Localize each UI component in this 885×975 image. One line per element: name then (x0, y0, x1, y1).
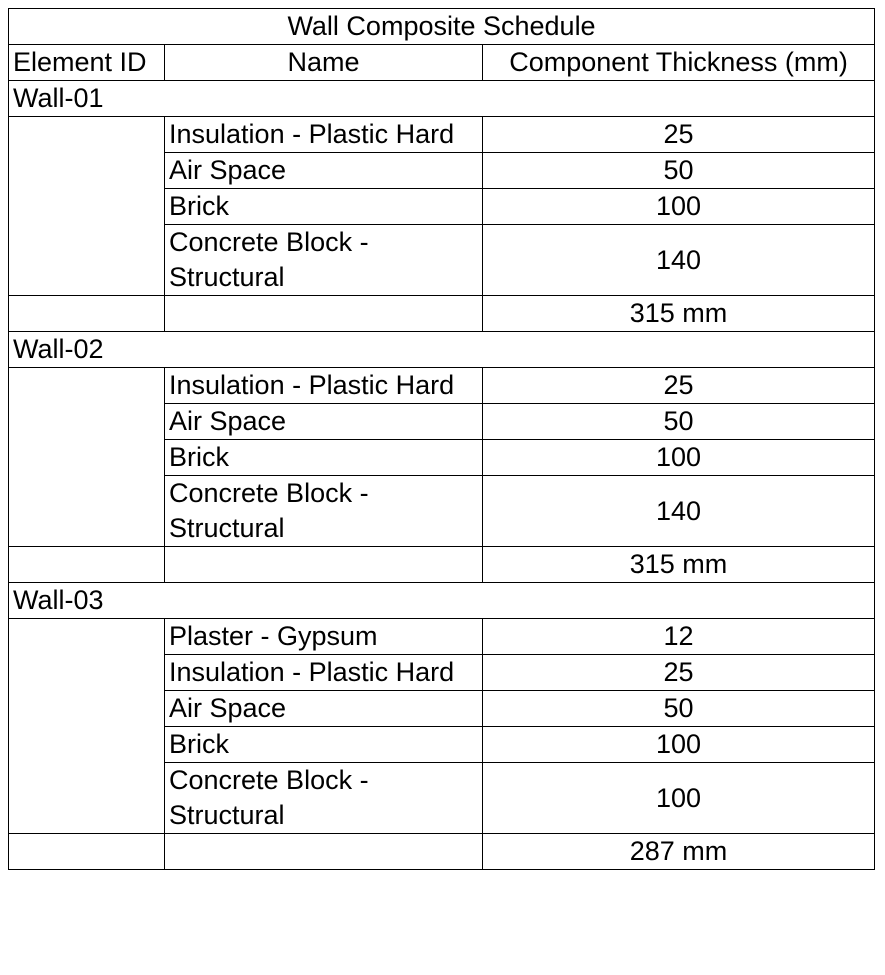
component-name: Insulation - Plastic Hard (165, 117, 483, 153)
component-thickness: 140 (483, 476, 875, 547)
group-element-id: Wall-01 (9, 81, 875, 117)
wall-composite-schedule-table (8, 8, 875, 870)
total-row (9, 296, 875, 332)
schedule-body (9, 81, 875, 870)
component-row (9, 117, 875, 153)
component-thickness: 100 (483, 440, 875, 476)
group-element-id: Wall-03 (9, 583, 875, 619)
column-header-name: Name (165, 45, 483, 81)
component-thickness: 25 (483, 655, 875, 691)
total-blank-cell (165, 547, 483, 583)
component-name: Air Space (165, 404, 483, 440)
total-thickness: 315 mm (483, 547, 875, 583)
component-name: Brick (165, 189, 483, 225)
total-thickness: 315 mm (483, 296, 875, 332)
component-name: Air Space (165, 691, 483, 727)
component-name: Air Space (165, 153, 483, 189)
component-name: Concrete Block - Structural (165, 763, 483, 834)
title-row (9, 9, 875, 45)
component-thickness: 25 (483, 368, 875, 404)
component-thickness: 100 (483, 763, 875, 834)
component-name: Plaster - Gypsum (165, 619, 483, 655)
element-id-blank-cell (9, 619, 165, 834)
total-blank-cell (9, 547, 165, 583)
component-thickness: 12 (483, 619, 875, 655)
column-header-thickness: Component Thickness (mm) (483, 45, 875, 81)
component-name: Concrete Block - Structural (165, 476, 483, 547)
component-thickness: 50 (483, 404, 875, 440)
column-header-element-id: Element ID (9, 45, 165, 81)
component-thickness: 140 (483, 225, 875, 296)
group-element-id: Wall-02 (9, 332, 875, 368)
group-row (9, 332, 875, 368)
header-row (9, 45, 875, 81)
total-blank-cell (9, 834, 165, 870)
component-thickness: 50 (483, 153, 875, 189)
total-thickness: 287 mm (483, 834, 875, 870)
component-thickness: 100 (483, 727, 875, 763)
total-blank-cell (9, 296, 165, 332)
component-name: Concrete Block - Structural (165, 225, 483, 296)
total-row (9, 834, 875, 870)
schedule-title: Wall Composite Schedule (9, 9, 875, 45)
component-name: Brick (165, 440, 483, 476)
element-id-blank-cell (9, 117, 165, 296)
component-thickness: 50 (483, 691, 875, 727)
component-name: Insulation - Plastic Hard (165, 368, 483, 404)
component-name: Brick (165, 727, 483, 763)
group-row (9, 81, 875, 117)
component-row (9, 619, 875, 655)
component-thickness: 100 (483, 189, 875, 225)
component-row (9, 368, 875, 404)
element-id-blank-cell (9, 368, 165, 547)
component-thickness: 25 (483, 117, 875, 153)
total-blank-cell (165, 834, 483, 870)
group-row (9, 583, 875, 619)
total-blank-cell (165, 296, 483, 332)
component-name: Insulation - Plastic Hard (165, 655, 483, 691)
total-row (9, 547, 875, 583)
